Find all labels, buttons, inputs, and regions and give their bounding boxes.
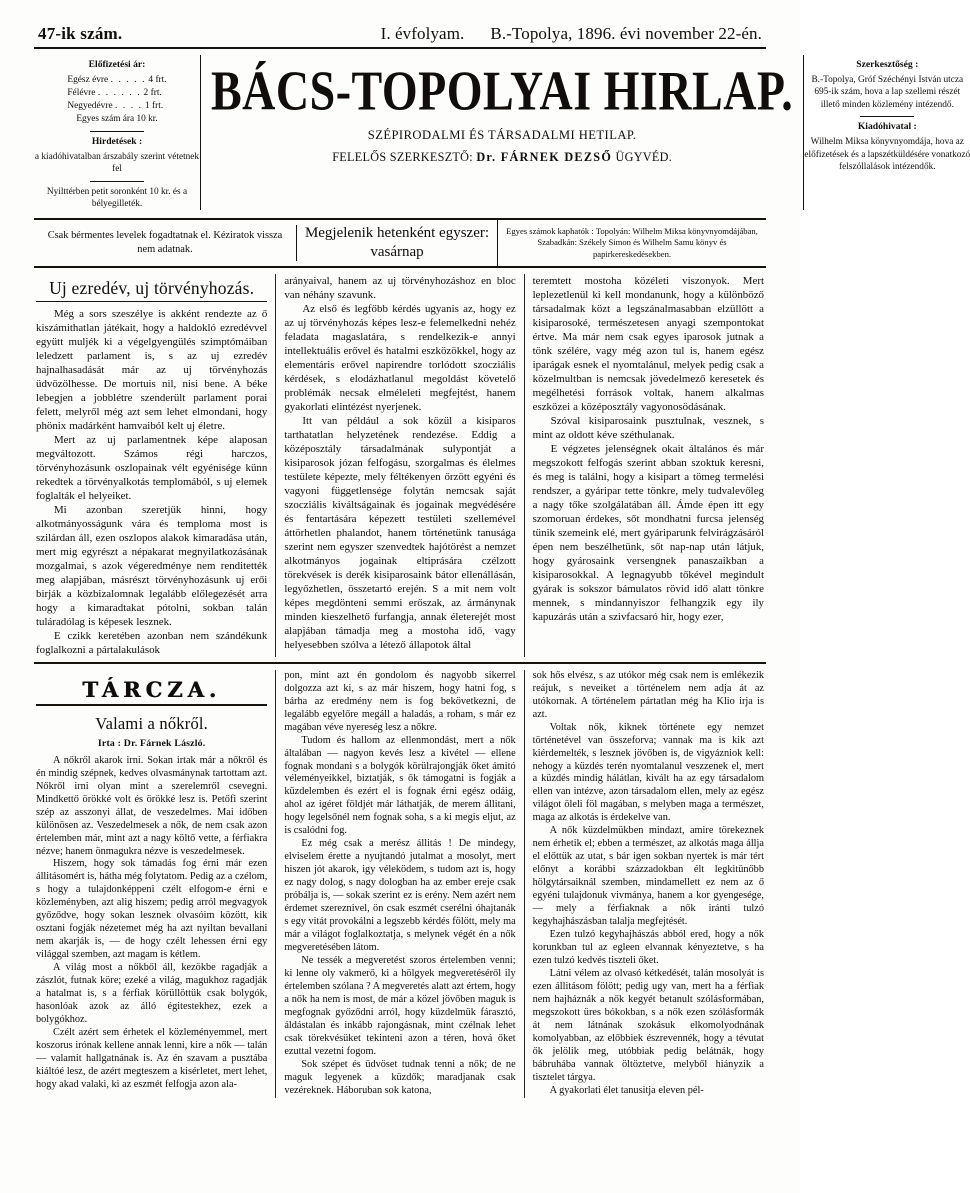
- feuilleton-paragraph: Voltak nők, kiknek története egy nemzet történetével van összeforva; vannak ma is kik azt kiérdemelték, s lesznek jövőben is, de vigyázniok kell: nehogy a küzdés terén nyomtalanul veszzenek el, mert a küzdés mindig hálátlan, kivált ha az egy társadalom ellen van intézve, azon társadalom ellen, mely az egész világot öleli föl magában, s melyben maga a természet, maga az alkotás is érdekelve van.: [532, 721, 764, 824]
- banner-strip: [34, 218, 766, 267]
- divider: [860, 116, 914, 117]
- article-headline: Uj ezredév, uj törvényhozás.: [49, 277, 255, 298]
- feuilleton-paragraph: pon, mint azt én gondolom és nagyobb sikerrel dolgozza azt ki, s az már hiszem, hogy hatni fog, s bárha az eredmény nem is fog bekövetkezni, de legalább egyelőre megáll a haladás, a roham, s már ez magában véve nyereség lesz a nőkre.: [284, 669, 516, 733]
- banner-frequency: [297, 220, 498, 265]
- banner-where-to-buy: Egyes számok kaphatók : Topolyán: Wilhelm Miksa könyvnyomdájában, Szabadkán: Székely Simon és Wilhelm Samu könyv és papirkereskedésekben.: [506, 226, 758, 259]
- article-paragraph: Mert az uj parlamentnek képe alaposan megváltozott. Számos régi harczos, törvényhozásunk oszlopainak vélt egyénisége künn rekedtek a törvényalkotás templomából, s uj elemek foglalták el helyeiket.: [36, 433, 268, 502]
- headline-divider: [36, 301, 267, 302]
- feuilleton-column-1: [34, 670, 275, 1098]
- price-list: [67, 74, 166, 113]
- frequency-line-1: Megjelenik hetenként egyszer:: [304, 225, 490, 242]
- masthead-center: [200, 55, 804, 210]
- price-value: 2 frt.: [143, 88, 162, 98]
- article-column-1: [34, 274, 275, 657]
- feuilleton-byline: Irta : Dr. Fárnek László.: [97, 737, 206, 749]
- feuilleton-section: [34, 670, 766, 1098]
- editor-name: Dr. FÁRNEK DEZSŐ: [476, 149, 613, 164]
- article-paragraph: E végzetes jelenségnek okait általános és már megszokott felfogás szerint abban szoktuk keresni, és meg is találni, hogy a kisipart a tömeg termelési rendszer, a gyáripar tette tönkre, mely tudvalevőleg a nagy tőke szolgálatában áll. Ámde épen itt egy szomoruan érdekes, sőt mondhatni furcsa jelenség tünik szemeink elé, mert gyáriparunk felvirágzásáról épen nem beszélhetünk, sőt nap-nap után látjuk, hogy gyárosaink versengnek panaszaikban a kisiparosokkal. A legnagyubb tőkével megindult gyárak is sokszor bámulatos rövid idő alatt tönkre mennek, s mindannyiszor felhangzik egy ily kapuzárás után a szivfacsaró hir, hogy ezer,: [532, 442, 764, 623]
- editorial-address: B.-Topolya, Gróf Széchényi István utcza 695-ik szám, hova a lap szellemi részét illető minden közlemény intézendő.: [811, 74, 964, 110]
- price-value: 4 frt.: [148, 74, 167, 85]
- feuilleton-column-2: [275, 670, 523, 1098]
- divider: [90, 131, 144, 132]
- editor-prefix: FELELŐS SZERKESZTŐ:: [332, 149, 473, 164]
- section-divider: [34, 662, 766, 664]
- volume-and-date: [381, 24, 762, 44]
- divider: [90, 181, 144, 182]
- price-row: [67, 100, 166, 113]
- price-dots: . . . .: [114, 101, 143, 112]
- paper-title: BÁCS-TOPOLYAI HIRLAP.: [211, 59, 794, 122]
- feuilleton-column-3: [524, 670, 766, 1098]
- price-dots: . . . . . .: [97, 88, 142, 98]
- paper-subtitle: SZÉPIRODALMI ÉS TÁRSADALMI HETILAP.: [367, 127, 637, 142]
- feuilleton-paragraph: sok hős elvész, s az utókor még csak nem is emlékezik reájuk, s neveiket a történelem nem adja át az utókornak. A történelem pártatlan még ha Klio irja is azt.: [532, 669, 764, 720]
- editorial-heading: Szerkesztőség :: [856, 59, 919, 70]
- feuilleton-paragraph: Ezen tulzó kegyhajhászás abból ered, hogy a nők korunkban tul az egleen elvannak kényeztetve, s ha ezen tulzó kedvés tiszteli őket.: [532, 929, 764, 967]
- feuilleton-paragraph: Czélt azért sem érhetek el közleményemmel, mert koszorus irónak kellene annak lenni, kire a nők — talán — valamit hallgatnának is. Az én szavam a pusztába kiáltóé lesz, de azért megteszem a kisérletet, mert lehet, hogy akad valaki, ki az eszmét felfogja azon ala-: [36, 1027, 268, 1090]
- feuilleton-title: Valami a nőkről.: [95, 713, 209, 733]
- publisher-address: Wilhelm Miksa könyvnyomdája, hova az előfizetések és a lapszétküldésére vonatkozó felszóllalások intézendők.: [804, 137, 970, 172]
- price-value: 1 frt.: [144, 101, 164, 112]
- frequency-line-2: vasárnap: [370, 244, 424, 261]
- publisher-heading: Kiadóhivatal :: [857, 121, 917, 133]
- subscription-info: [34, 55, 200, 210]
- article-paragraph: E czikk keretében azonban nem szándékunk foglalkozni a pártalakulások: [36, 629, 268, 656]
- editor-line: [211, 150, 793, 165]
- issue-number: 47-ik szám.: [38, 24, 123, 43]
- feuilleton-paragraph: Ez még csak a merész állitás ! De mindegy, elviselem érette a nyujtandó jutalmat a mosolyt, mert hiszen jót akarok, igy véleködem, s tudom azt is, hogy ez nagy dolog, s nagy dologban ha az ember ereje csak próbálja is, — sokak szerint ez is erény. Nem azért nem érdemet szereznivel, ön csak eszmét cserélni óhajtanák s egy vitát provokálni a legszebb kérdés fölött, mely ma már a világot foglalkoztatja, s melynek végét én a nők megveretésében látom.: [284, 838, 516, 954]
- masthead: [34, 49, 970, 210]
- feuilleton-paragraph: Sok szépet és üdvöset tudnak tenni a nők; de ne maguk legyenek a küzdők; maradjanak csak vezéreknek. Háboruban sok katona,: [284, 1058, 516, 1096]
- single-copy-price: Egyes szám ára 10 kr.: [76, 114, 158, 125]
- subscription-heading: Előfizetési ár:: [88, 59, 146, 70]
- price-label: Negyedévre: [67, 101, 113, 112]
- article-paragraph: Még a sors szeszélye is akként rendezte az ő kiszámithatlan játékait, hogy a haldokló ezredévvel együtt muljék ki a végelgyengülés szimptómáiban leledzett parlament is, s az uj ezredév hajnalhasadását már az uj törvényhozás üdvözölhesse. De mortuis nil, nisi bene. A béke lebegjen a jobblétre szenderült parlament porai felett, melyről még azt sem lehet elmondani, hogy phönix madárként hamvaiból kelt uj életre.: [36, 307, 268, 432]
- price-row: [67, 87, 166, 100]
- article-paragraph: teremtett mostoha közéleti viszonyok. Mert leplezetlenül ki kell mondanunk, hogy a különböző társadalmak közt a legszánalmasabban elzüllött a kisiparosoké, természetesen anyagi szempontokat értve. Ma már nem csak egyes iparosok jutnak a tönk szélére, vagy még azon tul is, hanem egész iparágak esnek el nyomtalánul, melyek pedig csak a közelmultban is nemcsak jövedelmező keresetek és megélhetési források voltak, hanem alkalmas eszközei a középosztály vagyonosödásának.: [532, 274, 764, 413]
- price-label: Egész évre: [67, 74, 109, 85]
- feuilleton-divider: [36, 704, 267, 706]
- place-date-label: B.-Topolya, 1896. évi november 22-én.: [490, 24, 762, 43]
- open-column-text: Nyilttérben petit soronként 10 kr. és a bélyegilleték.: [46, 186, 188, 209]
- ads-text: a kiadóhivatalban árszabály szerint vétetnek fel: [34, 151, 200, 175]
- feuilleton-paragraph: A gyakorlati élet tanusitja eleven pél-: [549, 1084, 704, 1096]
- feuilleton-paragraph: Ne tessék a megveretést szoros értelemben venni; ki lenne oly vakmerő, ki a hölgyek megveretéséről ily értelemben szólana ? A megveretés alatt azt értem, hogy a nők ha nem is most, de már a közel jövőben maguk is megfognak győződni arról, hogy küzdelmük fárasztó, áldástalan és inkább rajongásnak, mint czélnak lehet csak törekvésüket tekinteni azon a téren, hová őket ezuttal vezetni fogom.: [284, 955, 516, 1057]
- editor-suffix: ÜGYVÉD.: [615, 149, 673, 164]
- article-column-2: [275, 274, 523, 657]
- ads-heading: Hirdetések :: [91, 135, 143, 147]
- feuilleton-paragraph: Tudom és hallom az ellenmondást, mert a nők általában — nagyon kevés lesz a kivétel — ellene fognak mondani s a bolygók körülrajongják őket ámitó véleményeikkel, biztatják, s ők támogatni is fogják a küzdelemben és ezért el is fognak érni egész odáig, ahol az igéret földjét már láthatják, de merem állitani, hogy legelsőnél nem fognak soha, s a ki megis eljut, az is csalódni fog.: [284, 734, 516, 837]
- feuilleton-paragraph: A nők küzdelmükben mindazt, amire törekeznek nem érhetik el; ebben a természet, az alkotás maga állja el előttük az utat, s bár igen sokban nyertek is már tért előnyt a korábbi százzadokban élt legkitünőbb hölgytársaiknál szemben, mindamellett ez nem az ő egyéni tulajdonuk vivmánya, hanem a kor gyengesége, — mely a férfiaknak a nők iránti tulzó kegyhajhászásban talalja megfejtését.: [532, 825, 764, 928]
- article-paragraph: Mi azonban szeretjük hinni, hogy alkotmányosságunk vára és temploma most is szilárdan áll, ezen oszlopos alakok kimaradása után, mert mig egyrészt a népakarat megnyilatkozásának mozgalmai, s azok végeredménye nem renditették meg alapjában, másrészt törvényhozásunk uj erői birják a közbizalomnak legalább előlegezését arra hogy a kimaradtakat pótolni, sokban talán tuláradólag is képesek lesznek.: [36, 503, 268, 628]
- feuilleton-paragraph: A nőkről akarok irni. Sokan irtak már a nőkről és én mindig szépnek, kedves olvasmánynak tartottam azt. Nőkről irni olyan mint a szerelemről csevegni. Mindkettő örökké volt és örökké lesz is. Petőfi szerint szép az asszonyi állat, de veszedelmes. Mai időben különösen az. Veszedelmesek a nők, de nem csak azon értelemben már, mint azt a nagy költő vette, a férfiakra nézve; hanem önmagukra nézve is veszedelmesek.: [36, 754, 268, 857]
- editorial-office-info: [804, 55, 970, 210]
- article-column-3: [524, 274, 766, 657]
- article-paragraph: arányaival, hanem az uj törvényhozáshoz en bloc van néhány szavunk.: [284, 274, 516, 301]
- article-paragraph: Szóval kisiparosaink pusztulnak, vesznek, s mint az oldott kéve széthulanak.: [532, 414, 764, 441]
- feuilleton-paragraph: Látni vélem az olvasó kétkedését, talán mosolyát is ezen állitásom fölött; pedig ugy van, mert ha a férfiak nem hajháznák a nők kegyét betanult szólásformában, megszokott üres bókokban, s a nők ezen szólásformák át nem látnának szokásuk elkomolyodnának komolyabban, az előbbiek észrevennék, hogy a tévutat ők jelölik meg, utóbbiak pedig belátnák, hogy bábruhába vannak öltöztetve, melyből hiányzik a tisztelet tárgya.: [532, 968, 764, 1083]
- price-label: Félévre: [67, 88, 96, 98]
- main-article: [34, 274, 766, 657]
- price-row: [67, 74, 166, 87]
- article-paragraph: Itt van például a sok közül a kisiparos tarthatatlan helyzetének rendezése. Eddig a középosztály társadalmának sulypontját a kisiparosok józan felfogásu, szorgalmas és élelmes testülete képezte, mely féltékenyen őrzött egyéni és vagyoni függetlensége folytán nemcsak saját szocziális kiváltságainak és jogainak megvédésére és fentartására képezett testületi szellemével áttörhetlen phalandot, hanem történetünk tanusága szerint nem egyszer szenvedtek hajótörést a nemzet alkotmányos jogainak eltiprására czélzott törekvések is derék kisiparosaink bátor ellenállásán, legyőzhetlen, összetartó erején. S a mit nem volt képes megdönteni semmi erőszak, az ármánynak minden kieszelhető furfangja, annak életerejét most alapjában támadja meg a mostoha idő, vagy helyesebben szólva a létező állapotok által: [284, 414, 516, 651]
- banner-letters-policy: Csak bérmentes levelek fogadtatnak el. Kéziratok vissza nem adatnak.: [34, 225, 297, 260]
- feuilleton-paragraph: A világ most a nőkből áll, kezökbe ragadják a zászlót, futnak köre; ezeké a világ, magukhoz ragadják a hatalmat is, s a férfiak körüllöttük csak bolygók, hasonlóak azok az álló égitestekhez, ezek a bolygókhoz.: [36, 962, 268, 1026]
- top-line: [34, 24, 766, 47]
- feuilleton-section-label: TÁRCZA.: [82, 676, 222, 702]
- volume-label: I. évfolyam.: [380, 24, 465, 43]
- article-paragraph: Az első és legfőbb kérdés ugyanis az, hogy ez az uj törvényhozás képes lesz-e felemelkedni nehéz feladata magaslatára, s rendelkezik-e annyi intellektuális erővel és hatalmi eszközökkel, hogy az elementáris erővel napirendre torlódott szocziális kérdések, s elodázhatlanul megoldást követelő problémák necsak elméleleti megfejtést, hanem gyakorlati elintézést nyerjenek.: [284, 302, 516, 413]
- feuilleton-paragraph: Hiszem, hogy sok támadás fog érni már ezen állitásomért is, hátha még folytatom. Pedig az a czélom, s hogy a tulajdonképpeni czélt elfogom-e érni e közleményben, azt alig hiszem; pedig arról megvagyok győződve, hogy sokan lesznek olvasóim között, kik osztani fogják nézetemet még ha azt nyiltan bevallani nem akarják is, — de hogy czélt lehessen érni egy világgal szemben, azt magam is kétlem.: [36, 858, 268, 961]
- price-dots: . . . . .: [110, 74, 147, 85]
